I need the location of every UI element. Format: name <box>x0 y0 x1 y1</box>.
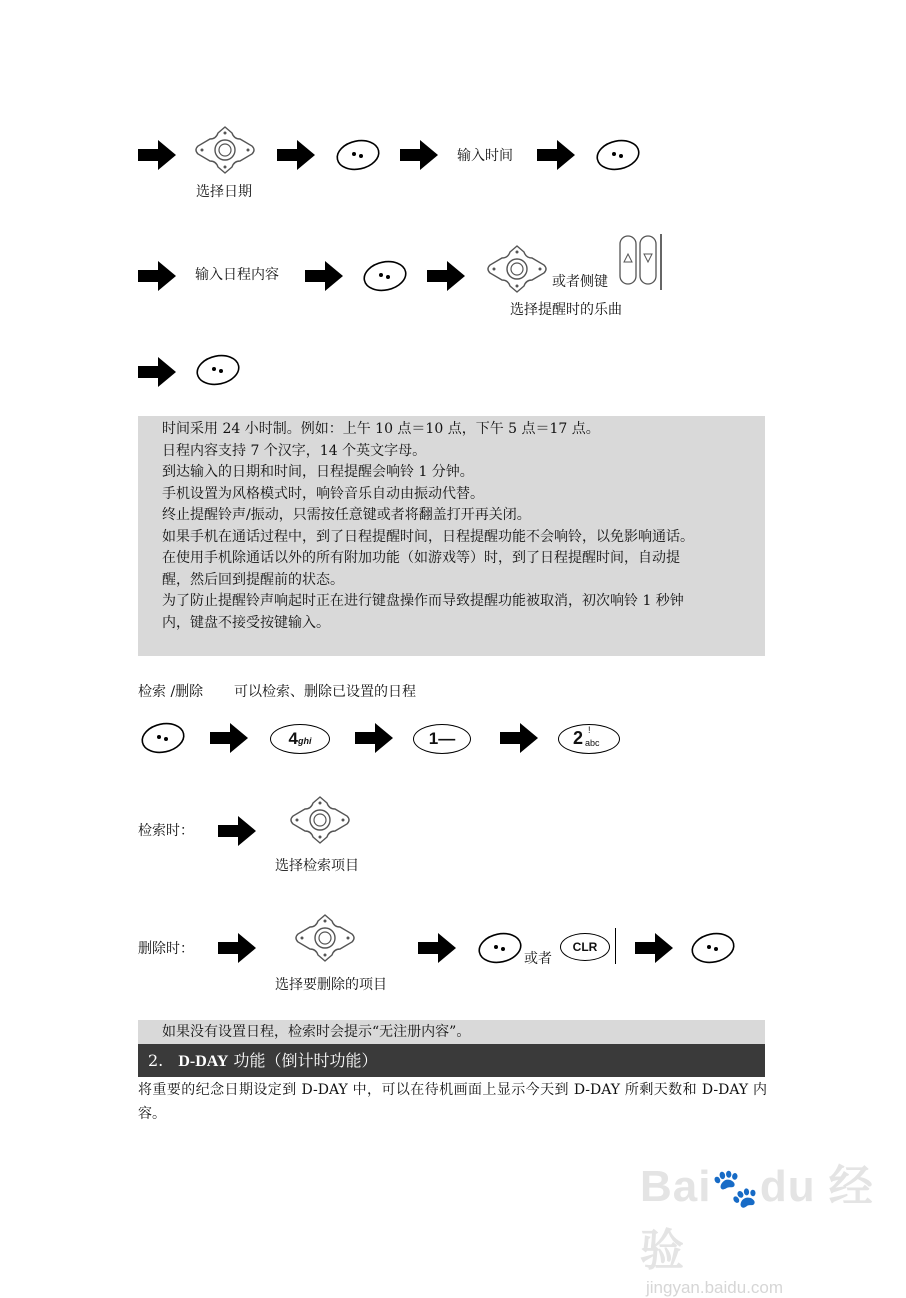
clr-key-icon <box>560 933 610 961</box>
note-line: 在使用手机除通话以外的所有附加功能（如游戏等）时，到了日程提醒时间，自动提 <box>162 550 680 566</box>
ok-key-icon <box>690 931 736 965</box>
key-label: CLR <box>572 940 598 954</box>
subsection-title: 检索 /删除 <box>138 684 204 700</box>
nav-key-icon <box>289 795 351 845</box>
arrow-icon <box>537 140 575 170</box>
ok-key-icon <box>362 259 408 293</box>
arrow-icon <box>400 140 438 170</box>
nav-key-icon <box>486 244 548 294</box>
arrow-icon <box>418 933 456 963</box>
subsection-desc: 可以检索、删除已设置的日程 <box>234 684 416 700</box>
step-label: 或者侧键 <box>552 274 608 290</box>
notes-box <box>138 416 765 656</box>
key-2-icon <box>558 724 620 754</box>
note-line: 如果手机在通话过程中，到了日程提醒时间，日程提醒功能不会响铃，以免影响通话。 <box>162 528 694 545</box>
key-letters: abc <box>585 738 600 748</box>
body-paragraph: 将重要的纪念日期设定到 D-DAY 中，可以在待机画面上显示今天到 D-DAY 所剩天数和 D-DAY 内容。 <box>138 1082 767 1122</box>
divider <box>615 928 616 964</box>
key-digit: 1— <box>428 729 456 748</box>
ok-key-icon <box>140 721 186 755</box>
section-header <box>138 1044 765 1077</box>
or-label: 或者 <box>524 951 552 967</box>
arrow-icon <box>138 140 176 170</box>
step-label: 输入日程内容 <box>195 267 279 283</box>
key-4-icon <box>270 724 330 754</box>
step-label: 输入时间 <box>457 148 513 164</box>
arrow-icon <box>218 933 256 963</box>
note-line: 终止提醒铃声/振动，只需按任意键或者将翻盖打开再关闭。 <box>162 507 531 523</box>
note-line: 手机设置为风格模式时，响铃音乐自动由振动代替。 <box>162 485 484 502</box>
arrow-icon <box>427 261 465 291</box>
note-line: 醒，然后回到提醒前的状态。 <box>162 571 344 588</box>
key-letters: ghi <box>297 736 312 746</box>
step-label: 选择提醒时的乐曲 <box>510 302 622 318</box>
note-line: 如果没有设置日程，检索时会提示“无注册内容”。 <box>162 1024 471 1040</box>
key-digit: 2 <box>573 728 584 748</box>
note-line: 日程内容支持 7 个汉字，14 个英文字母。 <box>162 442 427 459</box>
ok-key-icon <box>335 138 381 172</box>
key-digit: 4 <box>288 729 298 748</box>
note-line: 内，键盘不接受按键输入。 <box>162 614 330 631</box>
step-label: 选择日期 <box>196 184 252 200</box>
key-symbol: ! <box>588 725 591 735</box>
ok-key-icon <box>195 353 241 387</box>
search-label: 检索时： <box>138 823 194 839</box>
step-label: 选择检索项目 <box>275 858 359 874</box>
section-title-bold: D-DAY <box>178 1053 229 1070</box>
nav-key-icon <box>294 913 356 963</box>
empty-note-box <box>138 1020 765 1044</box>
baidu-watermark <box>640 1150 906 1298</box>
arrow-icon <box>500 723 538 753</box>
note-line: 到达输入的日期和时间，日程提醒会响铃 1 分钟。 <box>162 464 474 480</box>
ok-key-icon <box>595 138 641 172</box>
arrow-icon <box>210 723 248 753</box>
arrow-icon <box>305 261 343 291</box>
arrow-icon <box>138 357 176 387</box>
note-line: 时间采用 24 小时制。例如：上午 10 点＝10 点，下午 5 点＝17 点。 <box>162 421 600 437</box>
key-1-icon <box>413 724 471 754</box>
section-number: 2. <box>148 1051 164 1070</box>
watermark-url: jingyan.baidu.com <box>646 1278 784 1297</box>
arrow-icon <box>277 140 315 170</box>
section-title: 功能（倒计时功能） <box>233 1051 378 1070</box>
side-keys-icon <box>618 234 664 290</box>
arrow-icon <box>635 933 673 963</box>
arrow-icon <box>138 261 176 291</box>
nav-key-icon <box>194 125 256 175</box>
ok-key-icon <box>477 931 523 965</box>
note-line: 为了防止提醒铃声响起时正在进行键盘操作而导致提醒功能被取消，初次响铃 1 秒钟 <box>162 593 684 609</box>
delete-label: 删除时： <box>138 941 194 957</box>
arrow-icon <box>355 723 393 753</box>
watermark-logo: Bai🐾du 经验 <box>640 1162 874 1275</box>
step-label: 选择要删除的项目 <box>275 977 387 993</box>
arrow-icon <box>218 816 256 846</box>
